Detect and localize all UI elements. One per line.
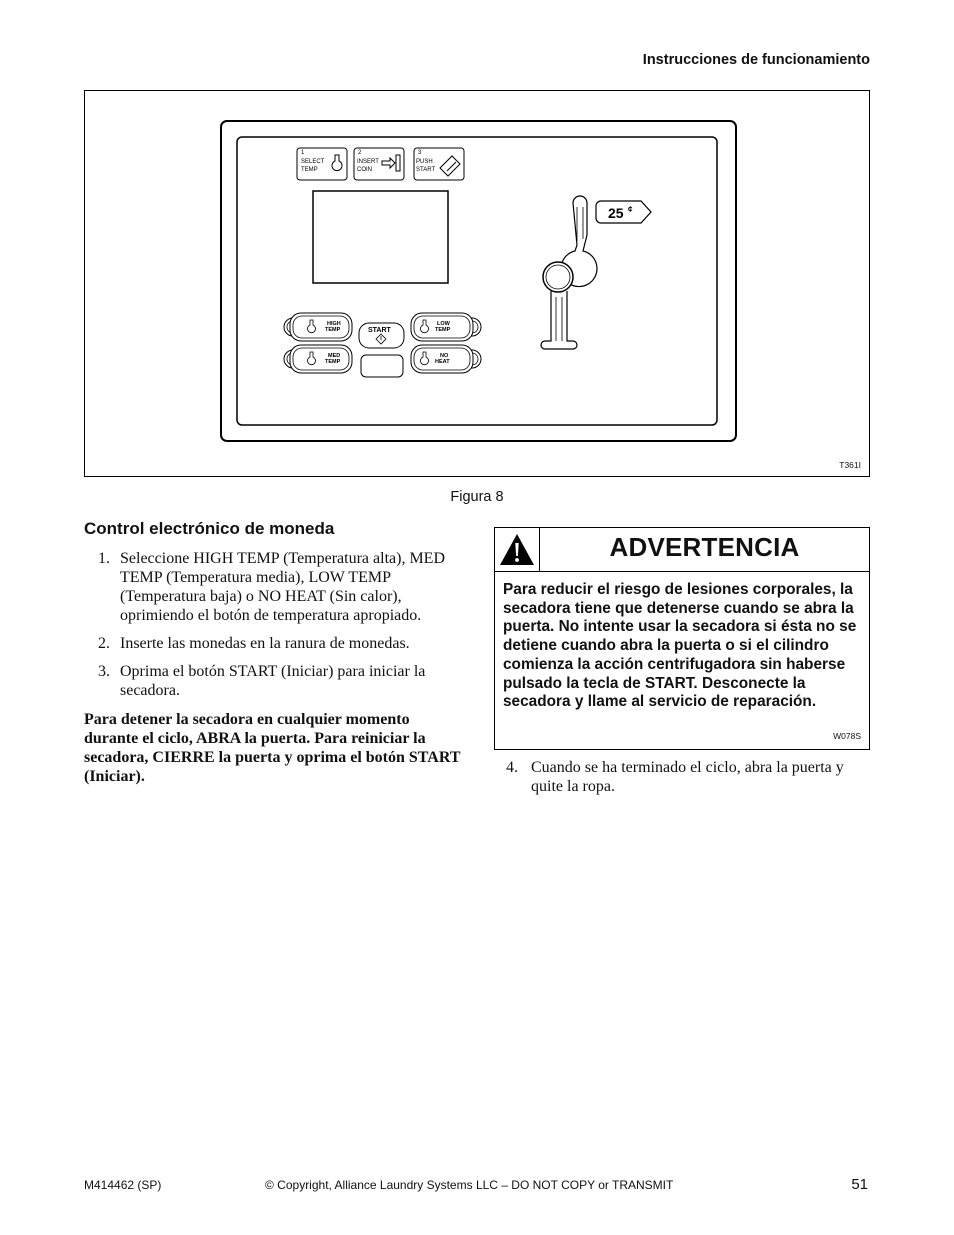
warning-icon-cell [495, 528, 540, 571]
document-number: M414462 (SP) [84, 1178, 162, 1192]
coin-return-button[interactable] [543, 262, 573, 292]
step-text: Seleccione HIGH TEMP (Temperatura alta), MED TEMP (Temperatura media), LOW TEMP (Temperatura baja) o NO HEAT (Sin calor), oprimiendo el botón de temperatura apropiado. [120, 550, 445, 624]
list-item [84, 662, 464, 700]
no-heat-label-1: NO [440, 353, 449, 359]
steps-list [84, 549, 464, 709]
insert-coin-arrow-icon [382, 158, 395, 168]
step-text: Inserte las monedas en la ranura de monedas. [120, 635, 410, 652]
instruction-step-2 [354, 148, 404, 180]
instruction-3-line2: START [416, 167, 436, 173]
push-start-icon [440, 156, 460, 176]
coin-price-tag [596, 201, 651, 223]
instruction-step-3 [414, 148, 464, 180]
low-temp-label-2: TEMP [435, 327, 451, 333]
instruction-1-line2: TEMP [301, 167, 318, 173]
dryer-control-panel-drawing [85, 91, 871, 478]
high-temp-button[interactable] [284, 313, 352, 341]
page-number: 51 [851, 1176, 868, 1193]
step-number: 2. [98, 635, 110, 652]
high-temp-label-2: TEMP [325, 327, 341, 333]
no-heat-label-2: HEAT [435, 359, 450, 365]
high-temp-label-1: HIGH [327, 321, 341, 327]
list-item [84, 549, 464, 625]
warning-header [495, 528, 869, 572]
step-text: Oprima el botón START (Iniciar) para iniciar la secadora. [120, 663, 426, 699]
coin-slot-icon [396, 155, 400, 171]
copyright-notice: © Copyright, Alliance Laundry Systems LLC – DO NOT COPY or TRANSMIT [265, 1178, 674, 1192]
section-title: Instrucciones de funcionamiento [642, 52, 870, 68]
step-number: 4. [506, 759, 518, 776]
instruction-3-number: 3 [418, 150, 422, 156]
coin-mechanism [541, 196, 597, 349]
panel-outer-frame [221, 121, 736, 441]
instruction-3-line1: PUSH [416, 159, 433, 165]
list-item [494, 758, 874, 796]
list-item [84, 634, 464, 653]
instruction-step-1 [297, 148, 347, 180]
warning-triangle-icon [495, 528, 539, 571]
warning-code: W078S [833, 731, 861, 741]
start-button[interactable] [359, 323, 404, 348]
low-temp-label-1: LOW [437, 321, 450, 327]
instruction-2-line1: INSERT [357, 159, 379, 165]
finger-press-icon [332, 155, 342, 171]
step-number: 3. [98, 663, 110, 680]
warning-text: Para reducir el riesgo de lesiones corporales, la secadora tiene que detenerse cuando se abra la puerta. No intente usar la secadora si ésta no se detiene cuando abra la puerta o si el cilindro comienza la acción centrifugadora sin haberse pulsado la tecla de START. Desconecte la secadora y llame al servicio de reparación. [503, 581, 857, 711]
coin-slide-handle[interactable] [541, 291, 577, 349]
start-button-label: START [368, 327, 391, 334]
instruction-2-line2: COIN [357, 167, 372, 173]
instruction-1-line1: SELECT [301, 159, 325, 165]
med-temp-label-2: TEMP [325, 359, 341, 365]
warning-box [494, 527, 870, 750]
coin-price-unit: ¢ [628, 205, 633, 214]
instruction-2-number: 2 [358, 150, 362, 156]
step-text: Cuando se ha terminado el ciclo, abra la puerta y quite la ropa. [531, 759, 844, 795]
display-window [313, 191, 448, 283]
no-heat-button[interactable] [411, 345, 481, 373]
figure-caption: Figura 8 [450, 489, 504, 505]
med-temp-button[interactable] [284, 345, 352, 373]
steps-list-continued [494, 758, 874, 796]
figure-control-panel [84, 90, 870, 477]
figure-code: T361I [839, 460, 861, 470]
section-heading: Control electrónico de moneda [84, 519, 335, 538]
warning-title: ADVERTENCIA [609, 532, 800, 562]
blank-button[interactable] [361, 355, 403, 377]
low-temp-button[interactable] [411, 313, 481, 341]
med-temp-label-1: MED [328, 353, 341, 359]
instruction-1-number: 1 [301, 150, 305, 156]
stop-restart-note: Para detener la secadora en cualquier momento durante el ciclo, ABRA la puerta. Para reiniciar la secadora, CIERRE la puerta y oprima el botón START (Iniciar). [84, 711, 461, 785]
step-number: 1. [98, 550, 110, 567]
coin-price: 25 [608, 205, 624, 221]
